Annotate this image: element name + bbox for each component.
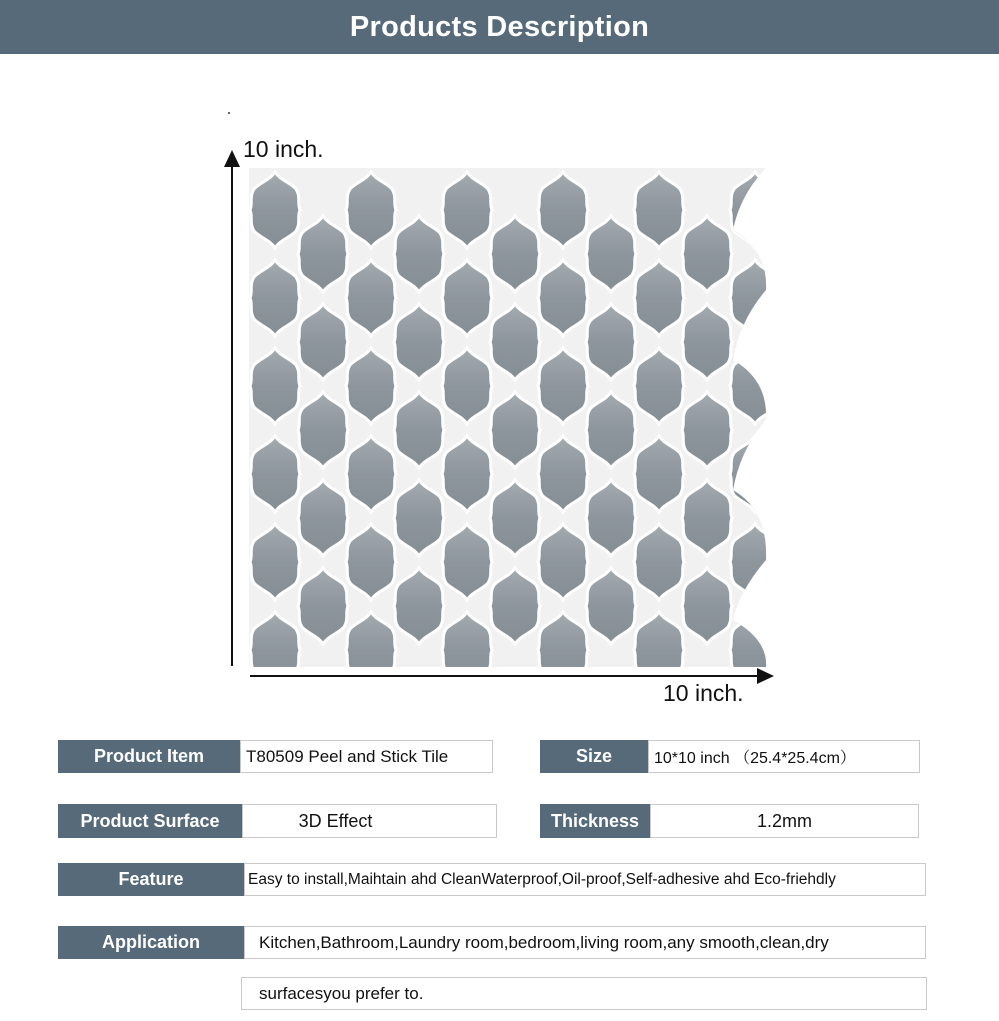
thickness-label: Thickness [540, 804, 650, 838]
application-value-line1: Kitchen,Bathroom,Laundry room,bedroom,living room,any smooth,clean,dry [244, 926, 926, 959]
height-dimension-label: 10 inch. [243, 136, 324, 162]
size-value: 10*10 inch （25.4*25.4cm） [648, 740, 920, 773]
width-dimension-label: 10 inch. [663, 680, 744, 706]
product-surface-value: 3D Effect [242, 804, 497, 838]
size-label: Size [540, 740, 648, 773]
product-item-value: T80509 Peel and Stick Tile [240, 740, 493, 773]
page-title: Products Description [349, 10, 650, 43]
tile-sheet [249, 168, 780, 688]
feature-value: Easy to install,Maihtain ahd CleanWaterproof,Oil-proof,Self-adhesive ahd Eco-friehdly [244, 863, 926, 896]
product-surface-label: Product Surface [58, 804, 242, 838]
lantern-tiles [250, 172, 780, 688]
application-label: Application [58, 926, 244, 959]
feature-label: Feature [58, 863, 244, 896]
height-arrow-head [224, 150, 240, 167]
thickness-value: 1.2mm [650, 804, 919, 838]
application-value-line2: surfacesyou prefer to. [241, 977, 927, 1010]
width-arrow-head [757, 668, 774, 684]
product-item-label: Product Item [58, 740, 240, 773]
